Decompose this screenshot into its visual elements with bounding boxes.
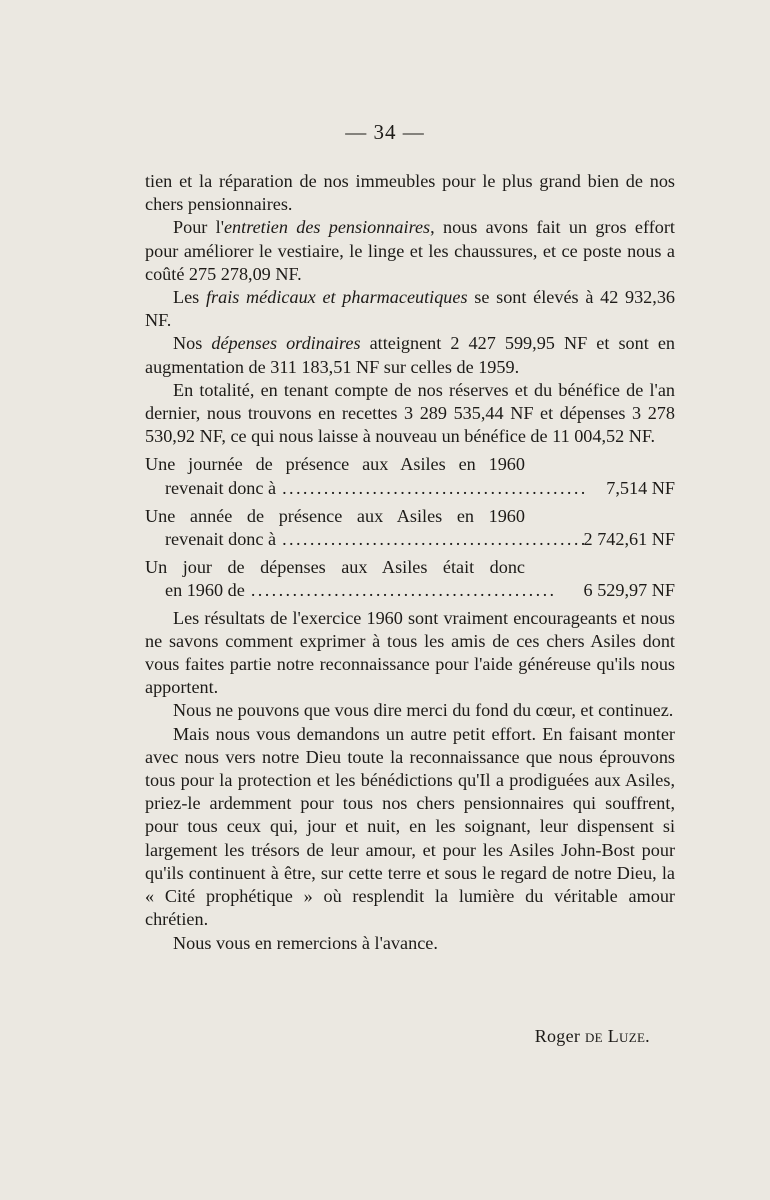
paragraph-totalite: En totalité, en tenant compte de nos réserves et du bénéfice de l'an dernier, nous trouvons en recettes 3 289 535,44 NF et dépenses 3 278 530,92 NF, ce qui nous laisse à nouveau un bénéfice de 11 004,52 NF. [145,379,675,447]
cost-label: Une année de présence aux Asiles en 1960 [145,505,525,526]
text-run: Pour l' [173,217,224,238]
text-run: Nos [173,333,212,354]
italic-term: frais médicaux et pharmaceutiques [205,287,468,308]
cost-sublabel: en 1960 de [165,580,245,601]
paragraph-continuation: tien et la réparation de nos immeubles pour le plus grand bien de nos chers pensionnaires. [145,171,675,215]
cost-value: 2 742,61 NF [583,529,675,550]
cost-value: 6 529,97 NF [583,580,675,601]
signature-last-name: Luze. [602,1026,650,1046]
paragraph-resultats: Les résultats de l'exercice 1960 sont vraiment encourageants et nous ne savons comment exprimer à tous les amis de ces chers Asiles dont vous faites partie notre reconnaissance pour l'aide généreuse qu'ils nous apportent. [145,607,675,698]
cost-line [145,528,675,551]
cost-sublabel: revenait donc à [165,477,277,498]
paragraph-pensionnaires [145,216,675,286]
cost-value: 7,514 NF [606,477,675,498]
dot-leader: ............................................ [282,529,588,550]
dot-leader: ............................................ [250,580,557,601]
text-run: , nous avons fait un gros effort pour améliorer le vestiaire, le linge et les chaussures, et ce poste nous a coûté 275 278,09 NF. [145,217,675,284]
dot-leader: ............................................ [282,477,588,498]
cost-line [145,477,675,500]
cost-entry-annee [145,505,675,551]
cost-sublabel: revenait donc à [165,529,277,550]
paragraph-depenses-ordinaires [145,332,675,378]
body-text [145,170,675,955]
text-run: atteignent 2 427 599,95 NF et sont en augmentation de 311 183,51 NF sur celles de 1959. [145,333,675,377]
page-number: — 34 — [345,120,425,144]
cost-label: Un jour de dépenses aux Asiles était donc [145,557,525,578]
signature [535,1026,650,1047]
paragraph-remerciements: Nous vous en remercions à l'avance. [173,932,438,953]
italic-term: entretien des pensionnaires [223,217,431,238]
cost-entry-journee [145,453,675,499]
paragraph-merci: Nous ne pouvons que vous dire merci du fond du cœur, et continuez. [173,700,674,721]
cost-line [145,579,675,602]
cost-label: Une journée de présence aux Asiles en 1960 [145,454,525,475]
italic-term: dépenses ordinaires [211,333,361,354]
signature-first-name: Roger [534,1026,585,1046]
paragraph-effort: Mais nous vous demandons un autre petit effort. En faisant monter avec nous vers notre Dieu toute la reconnaissance que nous éprouvons tous pour la protection et les bénédictions qu'Il a prodiguées aux Asiles, priez-le ardemment pour tous nos chers pensionnaires qui souffrent, pour tous ceux qui, jour et nuit, en les soignant, leur dispensent si largement les trésors de leur amour, et pour les Asiles John-Bost pour qu'ils continuent à être, sur cette terre et sous le regard de notre Dieu, la « Cité prophétique » où resplendit la lumière du véritable amour chrétien. [145,723,675,930]
text-run: se sont élevés à 42 932,36 NF. [145,287,676,331]
signature-particle: de [584,1026,603,1046]
cost-entry-jour-depenses [145,556,675,602]
text-run: Les [173,287,206,308]
paragraph-frais-medicaux [145,286,675,332]
